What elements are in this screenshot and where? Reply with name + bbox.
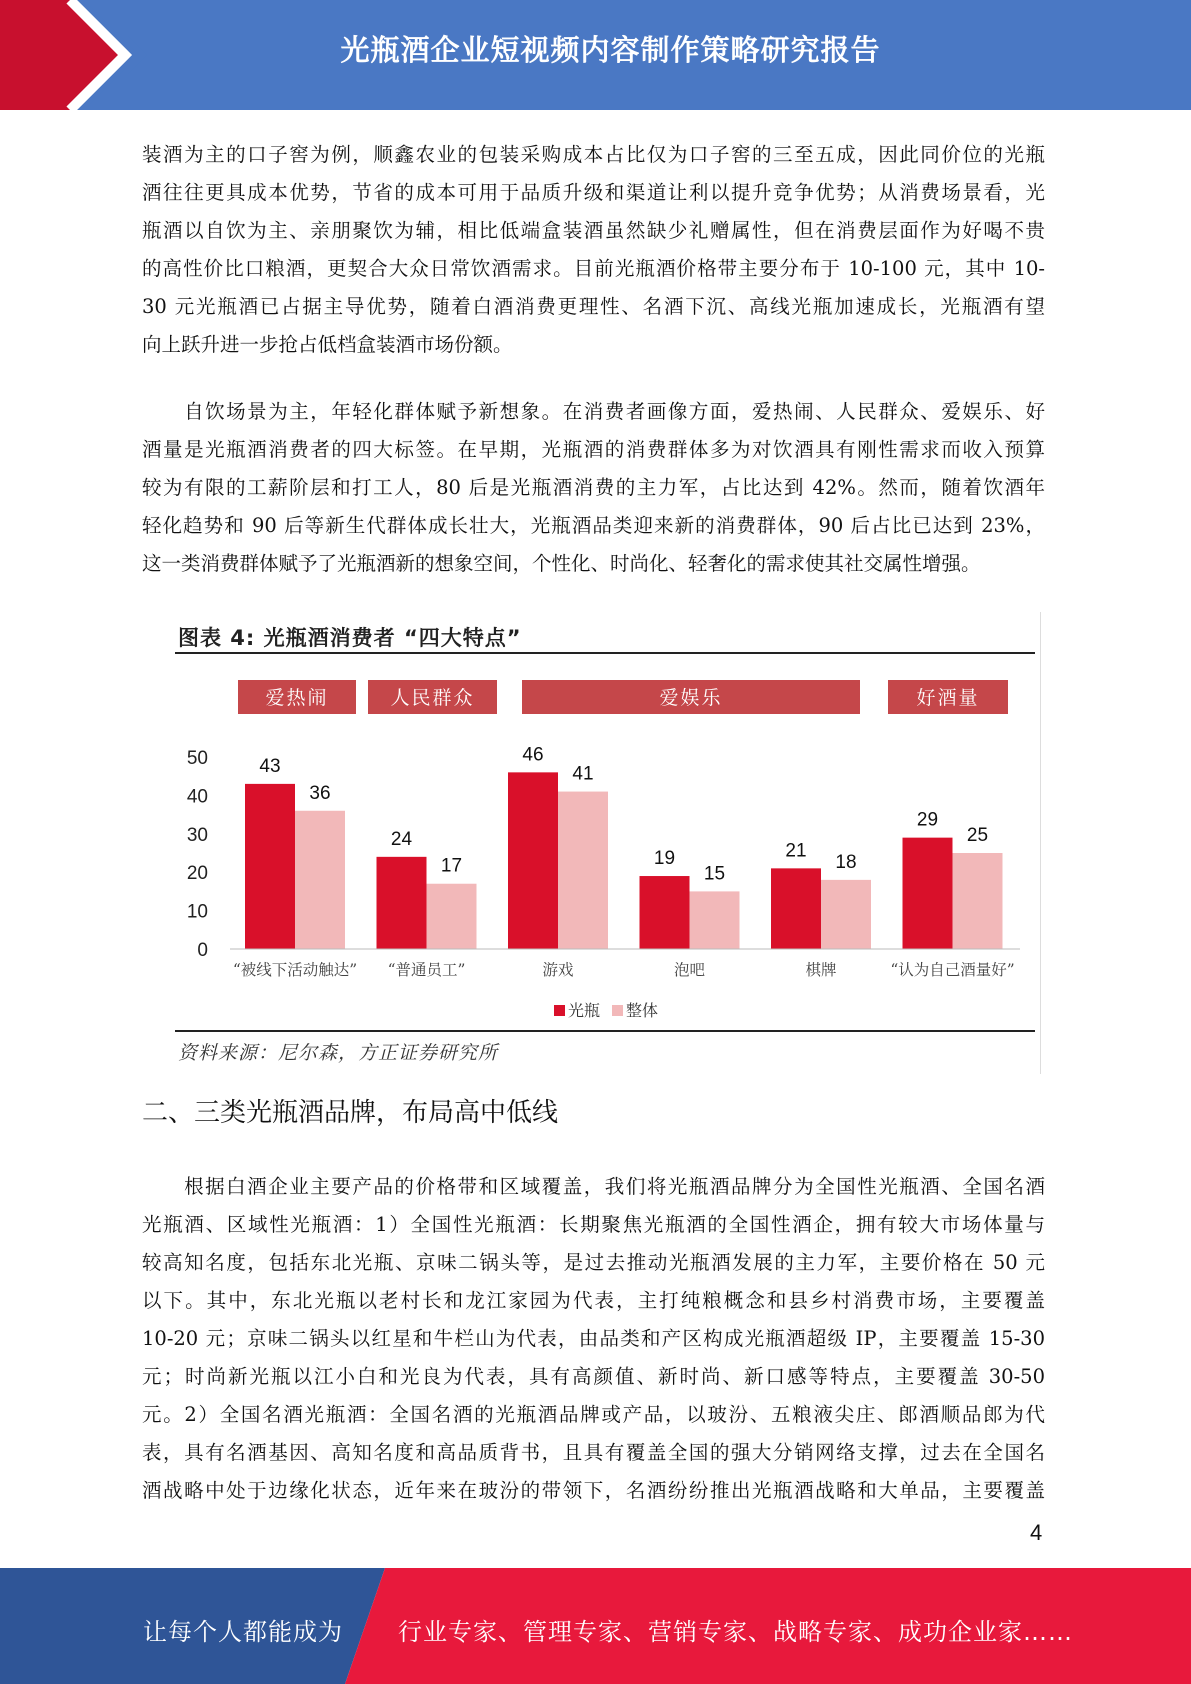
page-header: [0, 0, 1191, 110]
text-line: 表，具有名酒基因、高知名度和高品质背书，且具有覆盖全国的强大分销网络支撑，过去在全国名: [142, 1441, 1045, 1464]
paragraph-2: [142, 393, 1045, 583]
y-tick-label: 20: [186, 863, 208, 885]
y-tick-label: 10: [186, 901, 208, 923]
figure-source: 资料来源：尼尔森，方正证券研究所: [178, 1042, 499, 1064]
text-line: 轻化趋势和 90 后等新生代群体成长壮大，光瓶酒品类迎来新的消费群体，90 后占比已达到 23%，: [142, 514, 1045, 537]
bar-zhengti: [953, 853, 1003, 949]
legend-label: 整体: [626, 1001, 659, 1020]
text-line: 根据白酒企业主要产品的价格带和区域覆盖，我们将光瓶酒品牌分为全国性光瓶酒、全国名酒: [142, 1175, 1045, 1198]
text-line: 的高性价比口粮酒，更契合大众日常饮酒需求。目前光瓶酒价格带主要分布于 10-100 元，其中 10-: [142, 257, 1045, 280]
group-label: 好酒量: [916, 687, 980, 709]
y-tick-label: 50: [186, 748, 208, 769]
group-label: 人民群众: [390, 687, 475, 709]
text-line: 酒量是光瓶酒消费者的四大标签。在早期，光瓶酒的消费群体多为对饮酒具有刚性需求而收入预算: [142, 438, 1045, 461]
figure-bottom-rule: [175, 1030, 1035, 1032]
text-line: 光瓶酒、区域性光瓶酒：1）全国性光瓶酒：长期聚焦光瓶酒的全国性酒企，拥有较大市场体量与: [142, 1213, 1045, 1236]
header-title: 光瓶酒企业短视频内容制作策略研究报告: [340, 33, 881, 67]
text-line: 以下。其中，东北光瓶以老村长和龙江家园为代表，主打纯粮概念和县乡村消费市场，主要覆盖: [142, 1289, 1045, 1312]
text-line: 较高知名度，包括东北光瓶、京味二锅头等，是过去推动光瓶酒发展的主力军，主要价格在 50 元: [142, 1251, 1045, 1274]
x-tick-label: “被线下活动触达”: [232, 961, 358, 979]
x-tick-label: 泡吧: [673, 961, 706, 979]
text-line: 瓶酒以自饮为主、亲朋聚饮为辅，相比低端盒装酒虽然缺少礼赠属性，但在消费层面作为好喝不贵: [142, 219, 1045, 242]
group-label: 爱热闹: [265, 687, 329, 709]
group-label: 爱娱乐: [659, 687, 723, 709]
data-label: 46: [522, 744, 544, 766]
text-line: 10-20 元；京味二锅头以红星和牛栏山为代表，由品类和产区构成光瓶酒超级 IP，主要覆盖 15-30: [142, 1327, 1045, 1350]
footer-left-text: 让每个人都能成为: [143, 1618, 343, 1646]
text-line: 30 元光瓶酒已占据主导优势，随着白酒消费更理性、名酒下沉、高线光瓶加速成长，光瓶酒有望: [142, 295, 1045, 318]
footer-right-text: 行业专家、管理专家、营销专家、战略专家、成功企业家……: [398, 1618, 1073, 1646]
legend-label: 光瓶: [568, 1001, 601, 1020]
data-label: 17: [440, 855, 463, 877]
data-label: 36: [309, 782, 331, 804]
bar-zhengti: [427, 884, 477, 949]
bar-zhengti: [821, 880, 871, 949]
text-line: 元。2）全国名酒光瓶酒：全国名酒的光瓶酒品牌或产品，以玻汾、五粮液尖庄、郎酒顺品郎为代: [142, 1403, 1045, 1426]
figure-border: [1040, 612, 1041, 1074]
bar-guangping: [245, 784, 295, 949]
data-label: 25: [966, 825, 989, 846]
bar-guangping: [771, 868, 821, 949]
section-title: 二、三类光瓶酒品牌，布局高中低线: [142, 1098, 559, 1128]
legend-swatch: [554, 1005, 565, 1016]
page-number: 4: [1030, 1520, 1043, 1545]
data-label: 41: [572, 763, 594, 785]
data-label: 24: [390, 828, 413, 850]
bar-zhengti: [558, 792, 608, 949]
text-line: 较为有限的工薪阶层和打工人，80 后是光瓶酒消费的主力军，占比达到 42%。然而，随着饮酒年: [142, 476, 1045, 499]
bar-guangping: [377, 857, 427, 949]
text-line: 酒战略中处于边缘化状态，近年来在玻汾的带领下，名酒纷纷推出光瓶酒战略和大单品，主要覆盖: [142, 1479, 1045, 1502]
y-tick-label: 40: [186, 786, 208, 808]
bar-zhengti: [690, 891, 740, 949]
figure-4: [170, 612, 1042, 1074]
text-line: 酒往往更具成本优势，节省的成本可用于品质升级和渠道让利以提升竞争优势；从消费场景看，光: [142, 181, 1045, 204]
data-label: 29: [916, 809, 939, 831]
data-label: 21: [785, 840, 807, 862]
x-tick-label: 棋牌: [805, 961, 837, 979]
text-line: 向上跃升进一步抢占低档盒装酒市场份额。: [142, 333, 513, 356]
legend-swatch: [612, 1005, 623, 1016]
bar-zhengti: [295, 811, 345, 949]
bar-chart: [170, 612, 1042, 1030]
data-label: 19: [653, 848, 676, 870]
figure-title: 图表 4: 光瓶酒消费者 “四大特点”: [178, 626, 522, 650]
x-tick-label: “认为自己酒量好”: [890, 961, 1015, 979]
data-label: 18: [835, 851, 857, 873]
text-line: 装酒为主的口子窖为例，顺鑫农业的包装采购成本占比仅为口子窖的三至五成，因此同价位的光瓶: [142, 143, 1045, 166]
x-tick-label: 游戏: [542, 961, 574, 979]
bar-guangping: [508, 772, 558, 949]
y-tick-label: 0: [197, 940, 208, 961]
paragraph-1: [142, 136, 1045, 364]
data-label: 15: [703, 863, 726, 885]
bar-guangping: [640, 876, 690, 949]
x-tick-label: “普通员工”: [387, 961, 466, 979]
y-tick-label: 30: [186, 824, 208, 846]
text-line: 这一类消费群体赋予了光瓶酒新的想象空间，个性化、时尚化、轻奢化的需求使其社交属性增强。: [142, 552, 981, 575]
bar-guangping: [903, 838, 953, 949]
data-label: 43: [259, 755, 281, 777]
text-line: 自饮场景为主，年轻化群体赋予新想象。在消费者画像方面，爱热闹、人民群众、爱娱乐、好: [142, 400, 1045, 423]
text-line: 元；时尚新光瓶以江小白和光良为代表，具有高颜值、新时尚、新口感等特点，主要覆盖 30-50: [142, 1365, 1045, 1388]
paragraph-3: [142, 1168, 1045, 1510]
